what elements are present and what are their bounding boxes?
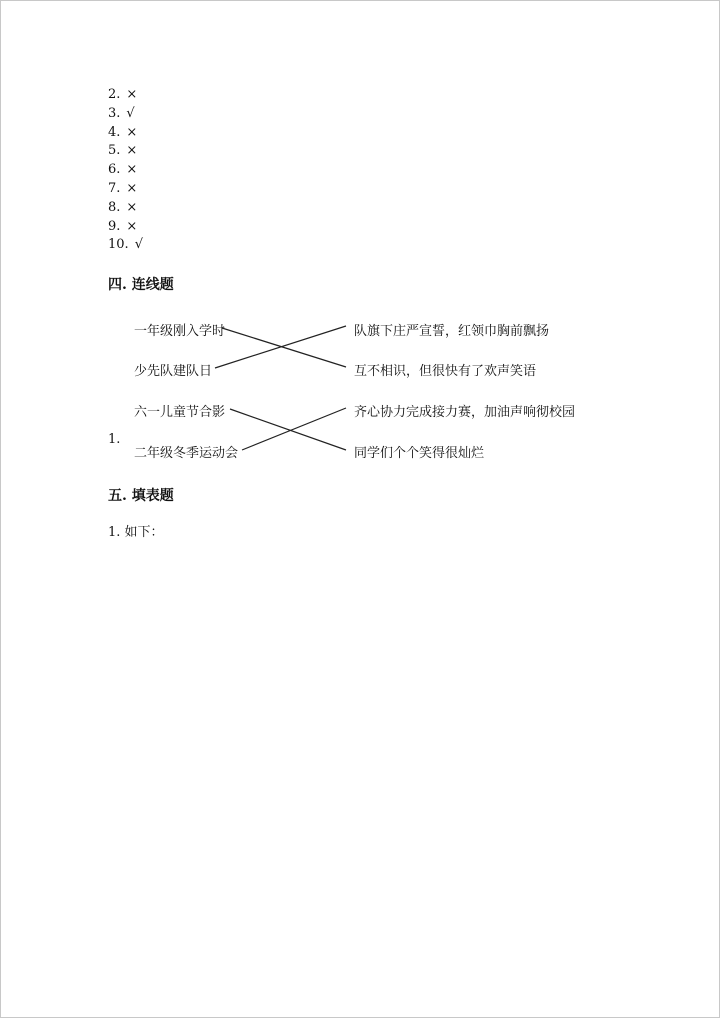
answer-mark: √ (126, 105, 135, 121)
match-line (242, 408, 346, 450)
question-text: 1. 如下： (108, 525, 164, 540)
answer-number: 5. (108, 143, 121, 159)
match-left-item: 少先队建队日 (134, 364, 213, 379)
answer-mark: × (126, 180, 138, 196)
answer-mark: × (126, 162, 138, 178)
question-number: 1. (108, 432, 121, 447)
answer-number: 6. (108, 162, 121, 178)
answer-number: 4. (108, 124, 121, 140)
answer-mark: × (126, 143, 138, 159)
answer-mark: × (126, 199, 138, 215)
match-right-item: 互不相识，但很快有了欢声笑语 (354, 364, 537, 379)
answer-number: 9. (108, 218, 121, 234)
match-right-item: 同学们个个笑得很灿烂 (354, 446, 485, 461)
answer-number: 3. (108, 105, 121, 121)
match-right-item: 队旗下庄严宣誓，红领巾胸前飘扬 (354, 324, 550, 339)
match-line (222, 328, 346, 367)
answer-number: 7. (108, 180, 121, 196)
match-right-item: 齐心协力完成接力赛，加油声响彻校园 (354, 405, 576, 420)
match-left-item: 二年级冬季运动会 (134, 446, 239, 461)
section-title-matching: 四. 连线题 (108, 277, 174, 293)
match-left-item: 一年级刚入学时 (134, 324, 226, 339)
answer-mark: × (126, 87, 138, 102)
answer-number: 8. (108, 199, 121, 215)
answer-mark: × (126, 218, 138, 234)
answer-mark: √ (134, 237, 143, 253)
section-title-fill-table: 五. 填表题 (108, 488, 174, 504)
answer-number: 10. (108, 237, 129, 253)
match-left-item: 六一儿童节合影 (134, 405, 226, 420)
answer-mark: × (126, 124, 138, 140)
answer-number: 2. (108, 87, 121, 102)
